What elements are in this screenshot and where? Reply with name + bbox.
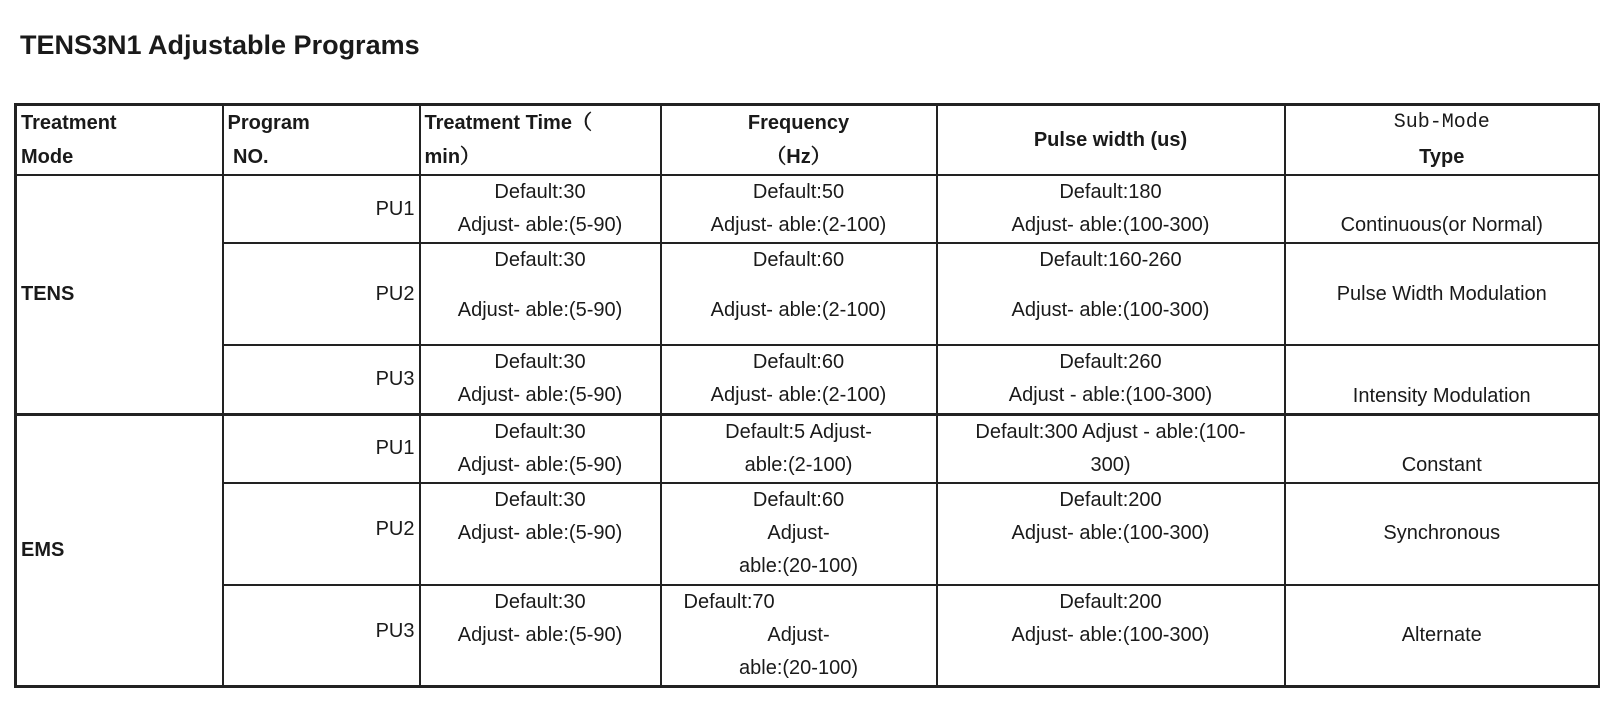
table-body	[16, 175, 1600, 687]
mode-cell-tens: TENS	[16, 175, 223, 414]
program-no-cell: PU1	[223, 175, 420, 243]
sub-mode-cell: Pulse Width Modulation	[1285, 243, 1600, 345]
program-no-cell: PU2	[223, 483, 420, 585]
header-sub-mode-type: Sub-Mode Type	[1285, 105, 1600, 176]
treatment-time-cell: Default:30 Adjust- able:(5-90)	[420, 414, 661, 483]
program-no-cell: PU3	[223, 585, 420, 687]
treatment-time-cell: Default:30 Adjust- able:(5-90)	[420, 585, 661, 687]
frequency-cell: Default:50 Adjust- able:(2-100)	[661, 175, 937, 243]
pulse-width-cell: Default:200 Adjust- able:(100-300)	[937, 585, 1285, 687]
programs-table	[14, 103, 1600, 688]
pulse-width-cell: Default:260 Adjust - able:(100-300)	[937, 345, 1285, 414]
sub-mode-cell: Constant	[1285, 414, 1600, 483]
table-row	[16, 483, 1600, 585]
sub-mode-cell: Synchronous	[1285, 483, 1600, 585]
frequency-cell: Default:60 Adjust- able:(2-100)	[661, 345, 937, 414]
header-frequency: Frequency （Hz）	[661, 105, 937, 176]
header-pulse-width: Pulse width (us)	[937, 105, 1285, 176]
sub-mode-cell: Intensity Modulation	[1285, 345, 1600, 414]
table-row	[16, 414, 1600, 483]
table-row	[16, 243, 1600, 345]
sub-mode-cell: Alternate	[1285, 585, 1600, 687]
program-no-cell: PU2	[223, 243, 420, 345]
table-header	[16, 105, 1600, 176]
program-no-cell: PU1	[223, 414, 420, 483]
pulse-width-cell: Default:160-260 Adjust- able:(100-300)	[937, 243, 1285, 345]
header-program-no: Program NO.	[223, 105, 420, 176]
treatment-time-cell: Default:30 Adjust- able:(5-90)	[420, 483, 661, 585]
pulse-width-cell: Default:200 Adjust- able:(100-300)	[937, 483, 1285, 585]
mode-cell-ems: EMS	[16, 414, 223, 687]
sub-mode-cell: Continuous(or Normal)	[1285, 175, 1600, 243]
frequency-cell: Default:60 Adjust- able:(2-100)	[661, 243, 937, 345]
program-no-cell: PU3	[223, 345, 420, 414]
frequency-cell: Default:60 Adjust- able:(20-100)	[661, 483, 937, 585]
frequency-cell: Default:70 Adjust- able:(20-100)	[661, 585, 937, 687]
treatment-time-cell: Default:30 Adjust- able:(5-90)	[420, 175, 661, 243]
treatment-time-cell: Default:30 Adjust- able:(5-90)	[420, 345, 661, 414]
table-row	[16, 345, 1600, 414]
pulse-width-cell: Default:300 Adjust - able:(100- 300)	[937, 414, 1285, 483]
table-row	[16, 585, 1600, 687]
treatment-time-cell: Default:30 Adjust- able:(5-90)	[420, 243, 661, 345]
table-row	[16, 175, 1600, 243]
header-treatment-mode: Treatment Mode	[16, 105, 223, 176]
pulse-width-cell: Default:180 Adjust- able:(100-300)	[937, 175, 1285, 243]
page-title: TENS3N1 Adjustable Programs	[20, 30, 420, 60]
header-treatment-time: Treatment Time（ min）	[420, 105, 661, 176]
header-row	[16, 105, 1600, 176]
frequency-cell: Default:5 Adjust- able:(2-100)	[661, 414, 937, 483]
